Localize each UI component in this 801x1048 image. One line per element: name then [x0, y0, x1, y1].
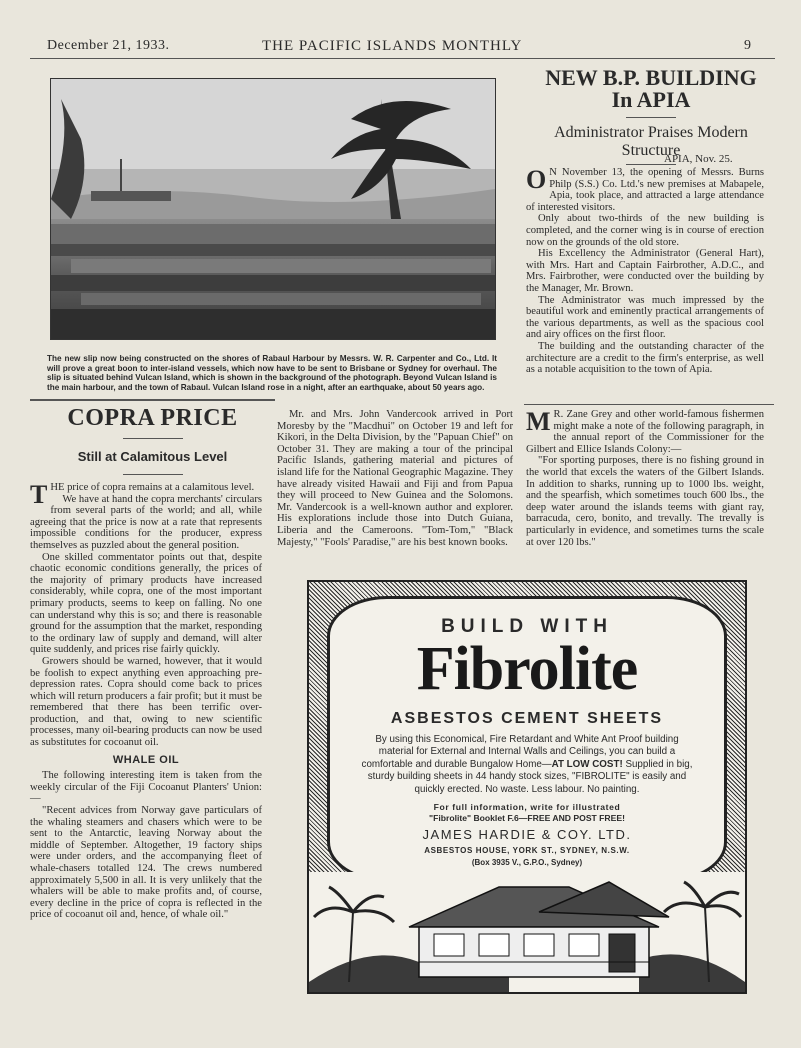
bp-dateline: APIA, Nov. 25.	[664, 153, 733, 165]
ad-sheets-title: ASBESTOS CEMENT SHEETS	[390, 710, 664, 727]
ad-body-emphasis: AT LOW COST!	[551, 758, 623, 770]
whale-paragraph-2: "Recent advices from Norway gave particulars of the whaling steamers and chasers which were to be sent to the Antarctic, leaving Norway about the middle of September. Altogether, 19 factory ships were under orders, and the accompanying fleet of whale-chasers totalled 124. The crews numbered approximately 5,500 in all. It is very unlikely that the whalers will be able to make profits and, of course, every decline in the price of copra is reflected in the price of cocoanut oil and, hence, of whale oil."	[30, 805, 262, 921]
grey-body	[526, 409, 764, 548]
ad-info-line-2: "Fibrolite" Booklet F.6—FREE AND POST FREE!	[429, 813, 625, 823]
ad-company: JAMES HARDIE & COY. LTD.	[422, 827, 632, 842]
bp-dropcap: O	[526, 165, 547, 194]
issue-date: December 21, 1933.	[47, 38, 170, 53]
whale-subhead: WHALE OIL	[112, 753, 180, 766]
ad-brand: Fibrolite	[416, 635, 638, 703]
vandercook-body	[277, 409, 513, 548]
grey-paragraph-1: R. Zane Grey and other world-famous fishermen might make a note of the following paragraph, in the annual report of the Commissioner for the Gilbert and Ellice Islands Colony:—	[526, 409, 764, 455]
bp-rule	[626, 117, 676, 118]
bp-paragraph-4: The Administrator was much impressed by the beautiful work and eminently practical arrangements of the various departments, as well as the spacious cool and airy offices on the first floor.	[526, 294, 764, 341]
ad-box: (Box 3935 V., G.P.O., Sydney)	[471, 858, 583, 867]
copra-headline: COPRA PRICE	[67, 405, 238, 431]
publication-title: THE PACIFIC ISLANDS MONTHLY	[262, 38, 523, 54]
fibrolite-advertisement	[307, 580, 747, 994]
bp-paragraph-2: Only about two-thirds of the new building is completed, and the corner wing is in course of erection now on the grounds of the old store.	[526, 213, 764, 248]
photo-illustration	[51, 79, 495, 339]
copra-rule	[123, 438, 183, 439]
copra-paragraph-4: Growers should be warned, however, that it would be foolish to expect anything even approaching pre-depression rates. Copra should come back to prices which will return producers a fair profit; but it must be remembered that there has been terrific over-production, and that, owing to new scientific processes, many oil-bearing products can now be used as substitutes for cocoanut oil.	[30, 655, 262, 749]
ad-body-text: By using this Economical, Fire Retardant and White Ant Proof building material for External and Internal Walls and Ceilings, you can build a comfortable and durable Bungalow Home—	[361, 734, 679, 770]
bungalow-illustration	[309, 872, 745, 992]
whale-paragraph-1: The following interesting item is taken from the weekly circular of the Fiji Cocoanut Planters' Union:—	[30, 770, 262, 805]
vandercook-paragraph: Mr. and Mrs. John Vandercook arrived in Port Moresby by the "Macdhui" on October 19 and left for Kikori, in the Delta Division, by the "Papuan Chief" on October 31. They are making a tour of the principal Pacific Islands, gathering material and pictures of island life for the National Geographic Magazine. They have already visited Hawaii and Fiji and from Papua they will proceed to New Guinea and the Solomons. Mr. Vandercook is a well-known author and explorer. His explorations include those into Dutch Guiana, Liberia and the Cameroons. "Tom-Tom," "Black Majesty," "Fools' Paradise," are his best known books.	[277, 409, 513, 548]
copra-paragraph-1: HE price of copra remains at a calamitous level.	[50, 482, 255, 493]
header-rule	[30, 58, 775, 59]
bp-body	[526, 167, 764, 376]
bp-end-rule	[524, 404, 774, 405]
copra-body	[30, 482, 262, 921]
bp-headline: NEW B.P. BUILDING	[545, 65, 757, 90]
bp-paragraph-5: The building and the outstanding character of the architecture are a credit to the firm's enterprise, as well as a notable acquisition to the town of Apia.	[526, 340, 764, 376]
ad-build-with: BUILD WITH	[441, 616, 613, 637]
bp-paragraph-1: N November 13, the opening of Messrs. Burns Philp (S.S.) Co. Ltd.'s new premises at Mabapele, Apia, took place, and attracted a large attendance of interested visitors.	[526, 167, 764, 213]
ad-address: ASBESTOS HOUSE, YORK ST., SYDNEY, N.S.W.	[424, 846, 630, 855]
page-number: 9	[744, 38, 752, 53]
ad-info-line-1: For full information, write for illustrated	[433, 802, 621, 812]
grey-dropcap: M	[526, 407, 551, 436]
grey-paragraph-2: "For sporting purposes, there is no fishing ground in the world that excels the waters of the Gilbert Islands. In addition to sharks, running up to 1000 lbs. weight, and the spearfish, which sometimes touch 600 lbs., the deep water around the islands teems with giant ray, barracuda, cero, bonito, and trevally. The trevally is particularly in evidence, and sometimes turns the scale at over 120 lbs."	[526, 455, 764, 548]
copra-dropcap: T	[30, 480, 48, 509]
photo-slip-rabaul	[50, 78, 496, 340]
copra-rule-2	[123, 474, 183, 475]
ad-body-text-2: Supplied in big, sturdy building sheets in 44 handy stock sizes, "FIBROLITE" is easily and quickly erected. No waste. Less labour. No painting.	[367, 758, 693, 795]
copra-paragraph-2: We have at hand the copra merchants' circulars from several parts of the world; and all, while agreeing that the price is now at a rate that represents impossible conditions for the producer, express themselves as puzzled about the general position.	[30, 493, 262, 551]
copra-paragraph-3: One skilled commentator points out that, despite chaotic economic conditions generally, the prices of the majority of primary products have increased considerably, while copra, one of the most important primary products, seems to keep on falling. No one can understand why this is so; and there is reasonable ground for the assumption that the market, responding to the ordinary law of supply and demand, will alter quite suddenly, and prices rise fairly quickly.	[30, 551, 262, 656]
copra-subhead: Still at Calamitous Level	[77, 449, 228, 464]
bp-headline-2: In APIA	[611, 87, 691, 112]
bp-subhead: Administrator Praises Modern Structure	[554, 124, 748, 159]
ad-body	[359, 734, 695, 796]
copra-top-rule	[30, 399, 275, 401]
bp-paragraph-3: His Excellency the Administrator (General Hart), with Mrs. Hart and Captain Fairbrother, A.D.C., and Mrs. Fairbrother, were conducted over the building by the Manager, Mr. Brown.	[526, 248, 764, 294]
photo-caption: The new slip now being constructed on the shores of Rabaul Harbour by Messrs. W. R. Carpenter and Co., Ltd. It will prove a great boon to inter-island vessels, which now have to be sent to Brisbane or Sydney for overhaul. The slip is situated behind Vulcan Island, which is shown in the background of the photograph. Beyond Vulcan Island is the main harbour, and the town of Rabaul. Vulcan Island rose in a night, after an earthquake, about 50 years ago.	[47, 354, 497, 392]
